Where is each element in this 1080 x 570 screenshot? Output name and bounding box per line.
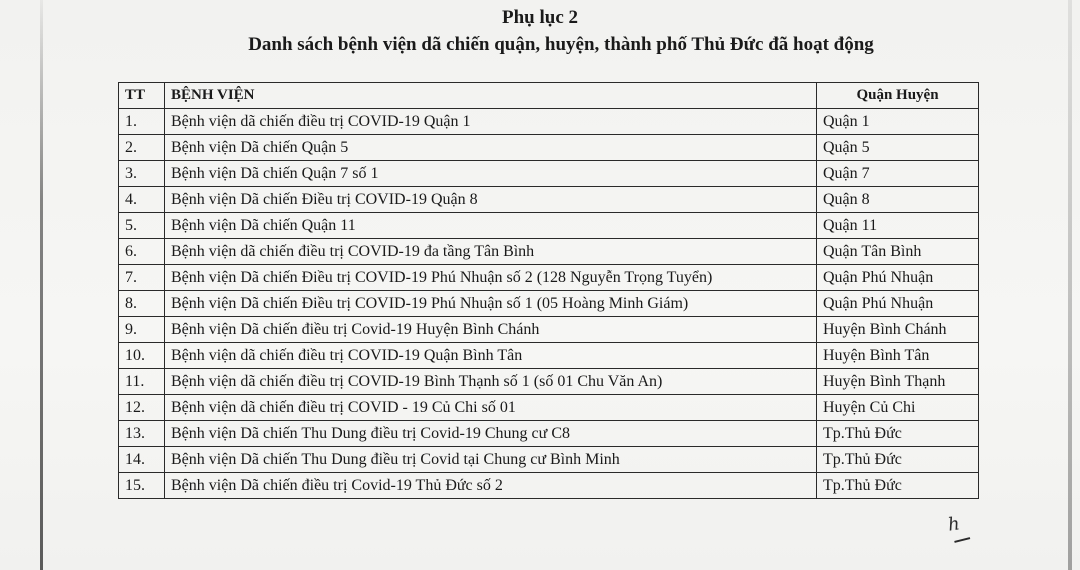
cell-hospital: Bệnh viện Dã chiến Thu Dung điều trị Covid-19 Chung cư C8 [165, 421, 817, 447]
cell-district: Huyện Củ Chi [817, 395, 979, 421]
cell-hospital: Bệnh viện dã chiến điều trị COVID-19 Bình Thạnh số 1 (số 01 Chu Văn An) [165, 369, 817, 395]
table-header-row [119, 83, 979, 109]
cell-tt: 8. [119, 291, 165, 317]
table-row [119, 239, 979, 265]
cell-hospital: Bệnh viện Dã chiến Quận 7 số 1 [165, 161, 817, 187]
cell-district: Huyện Bình Chánh [817, 317, 979, 343]
cell-tt: 5. [119, 213, 165, 239]
cell-district: Tp.Thủ Đức [817, 421, 979, 447]
table-row [119, 473, 979, 499]
cell-district: Huyện Bình Tân [817, 343, 979, 369]
header-hospital: BỆNH VIỆN [165, 83, 817, 109]
cell-hospital: Bệnh viện Dã chiến điều trị Covid-19 Thủ Đức số 2 [165, 473, 817, 499]
handwritten-signature: h [946, 513, 961, 536]
table-row [119, 395, 979, 421]
cell-tt: 3. [119, 161, 165, 187]
cell-tt: 4. [119, 187, 165, 213]
cell-tt: 6. [119, 239, 165, 265]
cell-tt: 10. [119, 343, 165, 369]
cell-district: Quận Phú Nhuận [817, 291, 979, 317]
cell-district: Quận 1 [817, 109, 979, 135]
table-row [119, 135, 979, 161]
cell-tt: 15. [119, 473, 165, 499]
header-district: Quận Huyện [817, 83, 979, 109]
cell-district: Huyện Bình Thạnh [817, 369, 979, 395]
table-row [119, 421, 979, 447]
cell-district: Quận 8 [817, 187, 979, 213]
table-row [119, 109, 979, 135]
cell-hospital: Bệnh viện Dã chiến Quận 11 [165, 213, 817, 239]
cell-district: Tp.Thủ Đức [817, 447, 979, 473]
header-tt: TT [119, 83, 165, 109]
cell-district: Quận 11 [817, 213, 979, 239]
cell-district: Quận 7 [817, 161, 979, 187]
table-row [119, 187, 979, 213]
table-row [119, 447, 979, 473]
cell-hospital: Bệnh viện Dã chiến Điều trị COVID-19 Quận 8 [165, 187, 817, 213]
table-row [119, 161, 979, 187]
cell-hospital: Bệnh viện dã chiến điều trị COVID-19 đa tầng Tân Bình [165, 239, 817, 265]
cell-tt: 13. [119, 421, 165, 447]
table-row [119, 265, 979, 291]
page-subtitle: Danh sách bệnh viện dã chiến quận, huyện, thành phố Thủ Đức đã hoạt động [248, 34, 874, 55]
cell-tt: 12. [119, 395, 165, 421]
cell-hospital: Bệnh viện dã chiến điều trị COVID-19 Quận 1 [165, 109, 817, 135]
cell-district: Quận Phú Nhuận [817, 265, 979, 291]
cell-hospital: Bệnh viện Dã chiến điều trị Covid-19 Huyện Bình Chánh [165, 317, 817, 343]
hospital-table [118, 82, 979, 499]
cell-district: Quận 5 [817, 135, 979, 161]
scan-left-edge [40, 0, 43, 570]
cell-tt: 9. [119, 317, 165, 343]
cell-hospital: Bệnh viện Dã chiến Quận 5 [165, 135, 817, 161]
cell-hospital: Bệnh viện dã chiến điều trị COVID - 19 Củ Chi số 01 [165, 395, 817, 421]
cell-tt: 14. [119, 447, 165, 473]
cell-hospital: Bệnh viện dã chiến điều trị COVID-19 Quận Bình Tân [165, 343, 817, 369]
table-row [119, 317, 979, 343]
cell-tt: 7. [119, 265, 165, 291]
cell-tt: 2. [119, 135, 165, 161]
cell-hospital: Bệnh viện Dã chiến Điều trị COVID-19 Phú Nhuận số 2 (128 Nguyễn Trọng Tuyển) [165, 265, 817, 291]
page-title: Phụ lục 2 [501, 7, 579, 28]
table-row [119, 343, 979, 369]
table-row [119, 369, 979, 395]
cell-hospital: Bệnh viện Dã chiến Thu Dung điều trị Covid tại Chung cư Bình Minh [165, 447, 817, 473]
table-row [119, 291, 979, 317]
cell-tt: 1. [119, 109, 165, 135]
cell-tt: 11. [119, 369, 165, 395]
cell-hospital: Bệnh viện Dã chiến Điều trị COVID-19 Phú Nhuận số 1 (05 Hoàng Minh Giám) [165, 291, 817, 317]
cell-district: Tp.Thủ Đức [817, 473, 979, 499]
scan-right-edge [1068, 0, 1072, 570]
table-row [119, 213, 979, 239]
cell-district: Quận Tân Bình [817, 239, 979, 265]
